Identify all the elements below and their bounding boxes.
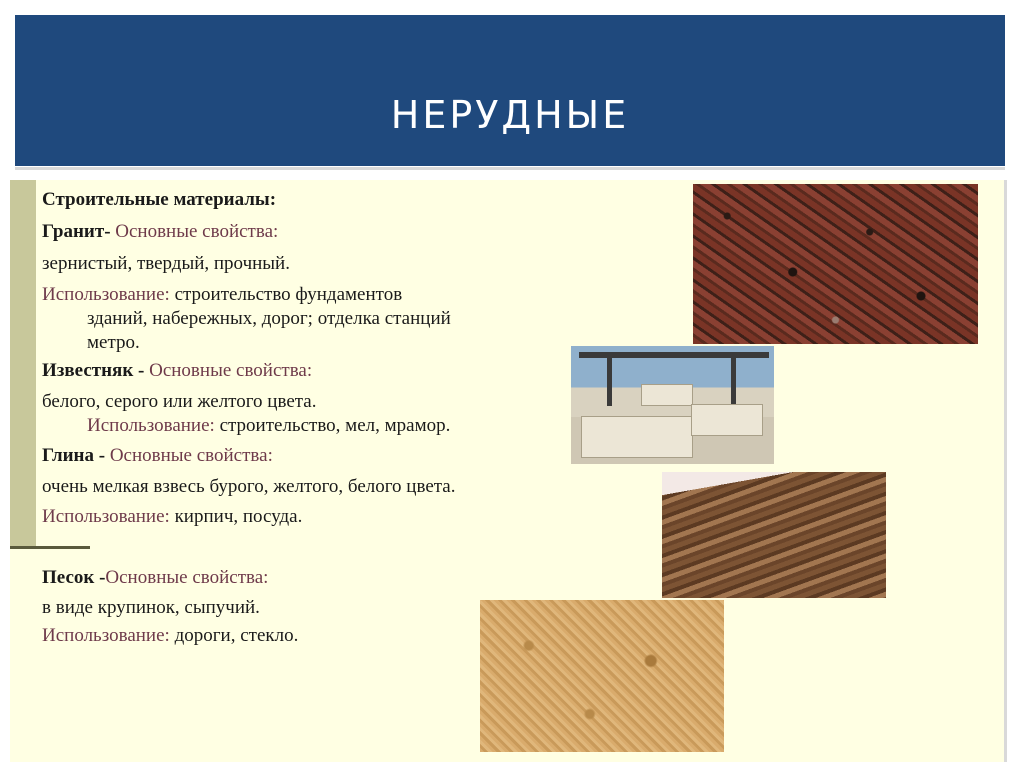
sand-sep: - [94,567,106,588]
slide-title: НЕРУДНЫЕ [390,93,630,137]
granite-photo [693,184,978,344]
clay-sep: - [94,445,110,466]
sand-use-line [42,625,298,647]
title-banner [15,15,1005,166]
granite-use-2: зданий, набережных, дорог; отделка станций [87,308,451,329]
stone-block [641,384,693,406]
limestone-props-label: Основные свойства: [149,360,313,381]
granite-props-line [42,221,278,243]
crane-leg [607,356,612,406]
limestone-use-line [87,415,450,437]
limestone-name: Известняк [42,360,134,381]
clay-photo [662,472,886,598]
sand-use: дороги, стекло. [169,625,299,646]
sand-use-label: Использование: [42,625,170,646]
granite-use-1: строительство фундаментов [169,284,403,305]
clay-use-line [42,506,302,528]
clay-props: очень мелкая взвесь бурого, желтого, белого цвета. [42,476,456,497]
stone-block [691,404,763,436]
sand-props-line [42,567,268,589]
sand-photo [480,600,724,752]
granite-sep: - [104,221,116,242]
limestone-use-label: Использование: [87,415,215,436]
granite-use-line [42,284,402,306]
clay-props-label: Основные свойства: [109,445,273,466]
limestone-quarry-photo [571,346,774,464]
granite-name: Гранит [42,221,105,242]
sand-props-label: Основные свойства: [105,567,269,588]
sand-name: Песок [42,567,95,588]
clay-use-label: Использование: [42,506,170,527]
granite-use-3: метро. [87,332,140,353]
left-accent-line [10,546,90,549]
clay-props-line [42,445,273,467]
limestone-sep: - [133,360,150,381]
granite-props: зернистый, твердый, прочный. [42,253,290,274]
clay-name: Глина [42,445,94,466]
divider [15,167,1005,170]
granite-use-label: Использование: [42,284,170,305]
right-edge [1004,180,1007,762]
limestone-props: белого, серого или желтого цвета. [42,391,317,412]
limestone-use: строительство, мел, мрамор. [214,415,451,436]
limestone-props-line [42,360,312,382]
clay-use: кирпич, посуда. [169,506,303,527]
stone-block [581,416,693,458]
left-accent-bar [10,180,36,548]
sand-props: в виде крупинок, сыпучий. [42,597,260,618]
crane-leg [731,356,736,406]
granite-props-label: Основные свойства: [115,221,279,242]
heading: Строительные материалы: [42,189,277,210]
